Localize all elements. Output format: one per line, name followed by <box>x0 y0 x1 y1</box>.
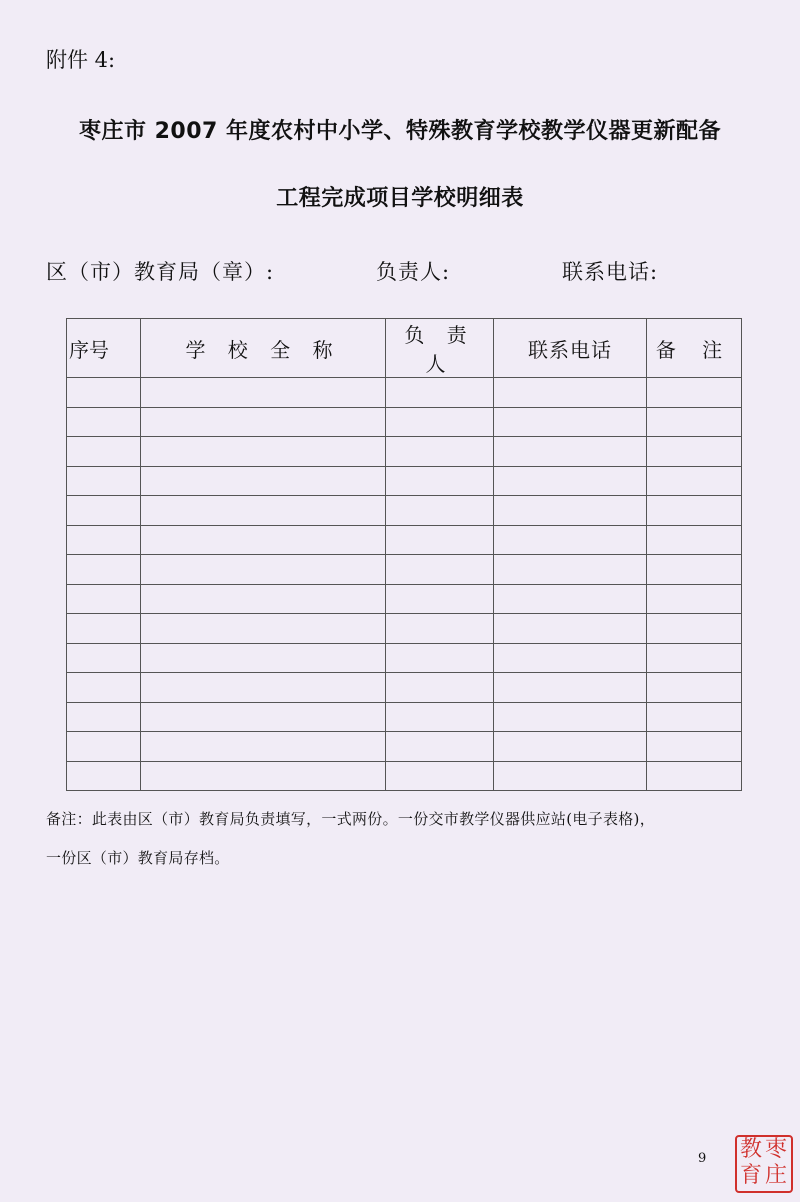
table-cell[interactable] <box>67 525 141 555</box>
table-row <box>67 584 742 614</box>
table-cell[interactable] <box>141 437 386 467</box>
table-cell[interactable] <box>141 378 386 408</box>
table-cell[interactable] <box>386 584 494 614</box>
table-cell[interactable] <box>647 732 742 762</box>
table-cell[interactable] <box>386 466 494 496</box>
table-row <box>67 732 742 762</box>
table-row <box>67 378 742 408</box>
table-row <box>67 614 742 644</box>
seal-char: 庄 <box>764 1163 787 1188</box>
table-cell[interactable] <box>386 496 494 526</box>
table-cell[interactable] <box>141 466 386 496</box>
table-cell[interactable] <box>647 761 742 791</box>
table-cell[interactable] <box>141 702 386 732</box>
table-row <box>67 761 742 791</box>
table-cell[interactable] <box>494 496 647 526</box>
table-cell[interactable] <box>494 673 647 703</box>
table-cell[interactable] <box>67 732 141 762</box>
table-cell[interactable] <box>647 555 742 585</box>
table-cell[interactable] <box>386 614 494 644</box>
table-cell[interactable] <box>647 466 742 496</box>
table-cell[interactable] <box>67 761 141 791</box>
table-body <box>67 378 742 791</box>
seal-char: 枣 <box>764 1137 787 1162</box>
table-cell[interactable] <box>141 732 386 762</box>
table-cell[interactable] <box>141 496 386 526</box>
table-cell[interactable] <box>494 466 647 496</box>
table-row <box>67 555 742 585</box>
table-cell[interactable] <box>647 643 742 673</box>
table-cell[interactable] <box>141 407 386 437</box>
table-cell[interactable] <box>494 407 647 437</box>
table-cell[interactable] <box>141 673 386 703</box>
footnote-line1: 备注：此表由区（市）教育局负责填写，一式两份。一份交市教学仪器供应站(电子表格)， <box>46 810 656 828</box>
table-cell[interactable] <box>386 525 494 555</box>
red-seal-stamp <box>735 1135 793 1193</box>
table-cell[interactable] <box>647 378 742 408</box>
table-cell[interactable] <box>386 732 494 762</box>
table-cell[interactable] <box>141 584 386 614</box>
column-header-person: 负 责 人 <box>386 319 494 378</box>
table-row <box>67 525 742 555</box>
table-row <box>67 643 742 673</box>
table-cell[interactable] <box>67 437 141 467</box>
bureau-field-label: 区（市）教育局（章）: <box>46 260 275 284</box>
table-cell[interactable] <box>386 407 494 437</box>
table-cell[interactable] <box>386 437 494 467</box>
table-cell[interactable] <box>67 496 141 526</box>
table-cell[interactable] <box>494 584 647 614</box>
table-cell[interactable] <box>386 555 494 585</box>
table-cell[interactable] <box>647 614 742 644</box>
seal-char: 育 <box>740 1163 763 1188</box>
table-cell[interactable] <box>67 378 141 408</box>
table-cell[interactable] <box>141 643 386 673</box>
table-header-row <box>67 319 742 378</box>
table-cell[interactable] <box>386 673 494 703</box>
table-cell[interactable] <box>67 407 141 437</box>
table-cell[interactable] <box>647 702 742 732</box>
document-title-line2: 工程完成项目学校明细表 <box>276 186 524 211</box>
seal-char: 教 <box>740 1137 763 1162</box>
schools-table <box>66 318 742 791</box>
table-cell[interactable] <box>67 584 141 614</box>
table-cell[interactable] <box>494 614 647 644</box>
table-cell[interactable] <box>494 702 647 732</box>
column-header-phone: 联系电话 <box>494 319 647 378</box>
table-cell[interactable] <box>141 525 386 555</box>
table-cell[interactable] <box>141 761 386 791</box>
table-cell[interactable] <box>494 378 647 408</box>
table-cell[interactable] <box>386 702 494 732</box>
document-title-line1: 枣庄市 2007 年度农村中小学、特殊教育学校教学仪器更新配备 <box>78 119 722 144</box>
column-header-note: 备 注 <box>647 319 742 378</box>
table-cell[interactable] <box>647 673 742 703</box>
table-cell[interactable] <box>647 525 742 555</box>
table-cell[interactable] <box>647 437 742 467</box>
table-cell[interactable] <box>67 614 141 644</box>
table-cell[interactable] <box>647 407 742 437</box>
table-cell[interactable] <box>494 555 647 585</box>
table-cell[interactable] <box>494 732 647 762</box>
table-row <box>67 673 742 703</box>
table-cell[interactable] <box>67 555 141 585</box>
table-row <box>67 702 742 732</box>
table-cell[interactable] <box>494 525 647 555</box>
attachment-label: 附件 4: <box>46 48 116 72</box>
table-row <box>67 407 742 437</box>
table-row <box>67 437 742 467</box>
table-cell[interactable] <box>67 702 141 732</box>
table-cell[interactable] <box>647 496 742 526</box>
table-cell[interactable] <box>386 761 494 791</box>
table-cell[interactable] <box>494 437 647 467</box>
table-cell[interactable] <box>141 555 386 585</box>
column-header-index: 序号 <box>67 319 141 378</box>
column-header-school-name: 学 校 全 称 <box>141 319 386 378</box>
footnote-line2: 一份区（市）教育局存档。 <box>46 849 230 867</box>
person-field-label: 负责人: <box>376 260 451 284</box>
phone-field-label: 联系电话: <box>562 260 659 284</box>
table-cell[interactable] <box>386 378 494 408</box>
table-cell[interactable] <box>647 584 742 614</box>
table-cell[interactable] <box>494 643 647 673</box>
table-cell[interactable] <box>67 673 141 703</box>
table-row <box>67 466 742 496</box>
table-cell[interactable] <box>494 761 647 791</box>
table-cell[interactable] <box>386 643 494 673</box>
table-cell[interactable] <box>67 643 141 673</box>
page-number: 9 <box>698 1151 707 1166</box>
table-row <box>67 496 742 526</box>
table-cell[interactable] <box>67 466 141 496</box>
table-cell[interactable] <box>141 614 386 644</box>
